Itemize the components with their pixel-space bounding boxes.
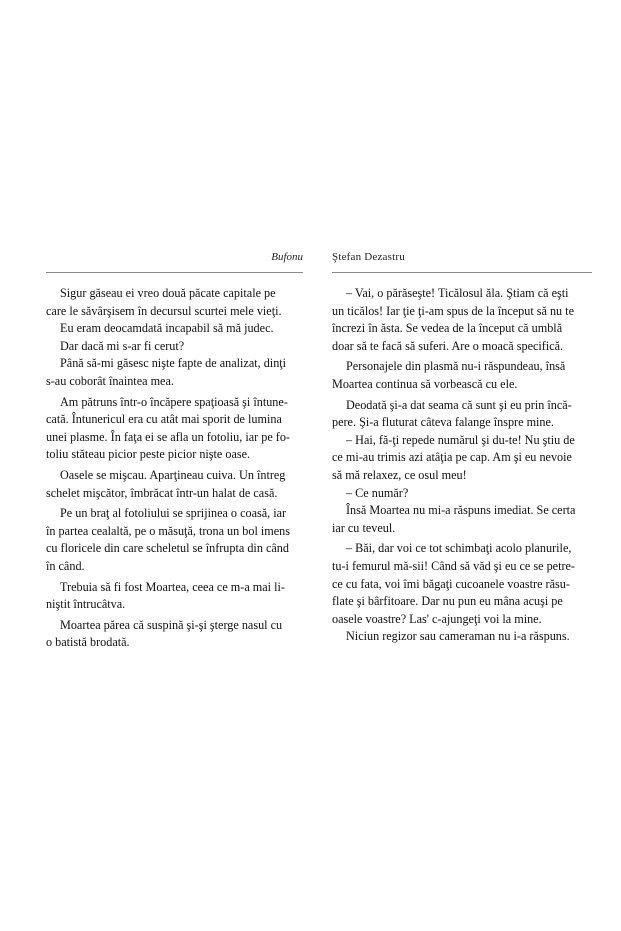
text-line: Moartea părea că suspină şi-şi şterge nasul cu — [60, 617, 283, 632]
text-line: doar să te facă să suferi. Are o moacă specifică. — [332, 338, 564, 353]
text-line: cată. Întunericul era cu atât mai sporit de lumina — [46, 412, 282, 427]
text-line: o batistă brodată. — [46, 635, 130, 650]
right-page — [332, 250, 592, 670]
text-line: Oasele se mişcau. Aparţineau cuiva. Un întreg — [60, 467, 286, 482]
text-line: tu-i femurul mă-sii! Când să văd şi eu ce se petre- — [332, 558, 575, 573]
text-line: Eu eram deocamdată incapabil să mă judec. — [60, 321, 274, 336]
text-line: s-au coborât înaintea mea. — [46, 373, 174, 388]
text-line: oasele voastre? Las' c-ajungeţi voi la mine. — [332, 611, 542, 626]
text-line: pere. Şi-a fluturat câteva falange înspre mine. — [332, 415, 554, 430]
text-line: iar cu teveul. — [332, 520, 396, 535]
running-head-author: Ştefan Dezastru — [332, 251, 405, 263]
text-line: cu floricele din care scheletul se înfrupta din când — [46, 541, 289, 556]
running-head-book-title: Bufonu — [271, 251, 303, 263]
text-line: Deodată şi-a dat seama că sunt şi eu prin încă- — [346, 397, 572, 412]
text-line: Moartea continua să vorbească cu ele. — [332, 376, 518, 391]
text-line: Însă Moartea nu mi-a răspuns imediat. Se certa — [346, 503, 576, 518]
text-line: Pe un braţ al fotoliului se sprijinea o coasă, iar — [60, 506, 287, 521]
text-line: Sigur găseau ei vreo două păcate capitale pe — [60, 286, 276, 300]
text-line: niştit întrucâtva. — [46, 597, 126, 612]
text-line: toliu stăteau picior peste picior nişte oase. — [46, 447, 251, 462]
text-line: să mă relaxez, ce osul meu! — [332, 467, 467, 482]
text-line: Dar dacă mi s-ar fi cerut? — [60, 338, 185, 353]
text-line: ce cu fata, voi îmi băgaţi cucoanele voastre răsu- — [332, 576, 570, 591]
text-line: – Hai, fă-ţi repede numărul şi du-te! Nu ştiu de — [346, 432, 575, 447]
left-page — [46, 250, 303, 670]
text-line: încrezi în ăsta. Se vedea de la început că umblă — [332, 321, 563, 336]
left-page-text — [46, 285, 303, 652]
text-line: – Vai, o părăseşte! Ticălosul ăla. Ştiam că eşti — [346, 286, 569, 300]
text-line: unei plasme. În faţa ei se afla un fotoliu, iar pe fo- — [46, 429, 290, 444]
text-line: care le săvârşisem în decursul scurtei mele vieţi. — [46, 303, 282, 318]
text-line: – Ce număr? — [346, 485, 409, 500]
text-line: schelet mişcător, îmbrăcat într-un halat de casă. — [46, 485, 278, 500]
text-line: un ticălos! Iar ţie ţi-am spus de la început să nu te — [332, 303, 574, 318]
right-page-text — [332, 285, 592, 646]
text-line: în când. — [46, 558, 85, 573]
text-line: Până să-mi găsesc nişte fapte de analizat, dinţi — [60, 356, 287, 371]
text-line: Niciun regizor sau cameraman nu i-a răspuns. — [346, 629, 570, 644]
text-line: în partea cealaltă, pe o măsuţă, trona un bol imens — [46, 523, 290, 538]
text-line: Trebuia să fi fost Moartea, ceea ce m-a mai li- — [60, 579, 285, 594]
text-line: Am pătruns într-o încăpere spaţioasă şi întune- — [60, 394, 288, 409]
text-line: Personajele din plasmă nu-i răspundeau, însă — [346, 359, 566, 374]
text-line: flate şi bârfitoare. Dar nu pun eu mâna acuşi pe — [332, 594, 563, 609]
header-rule — [332, 272, 592, 273]
text-line: – Băi, dar voi ce tot schimbaţi acolo planurile, — [346, 541, 572, 556]
text-line: ce mi-au trimis azi atâţia pe cap. Am şi eu nevoie — [332, 450, 572, 465]
header-rule — [46, 272, 303, 273]
